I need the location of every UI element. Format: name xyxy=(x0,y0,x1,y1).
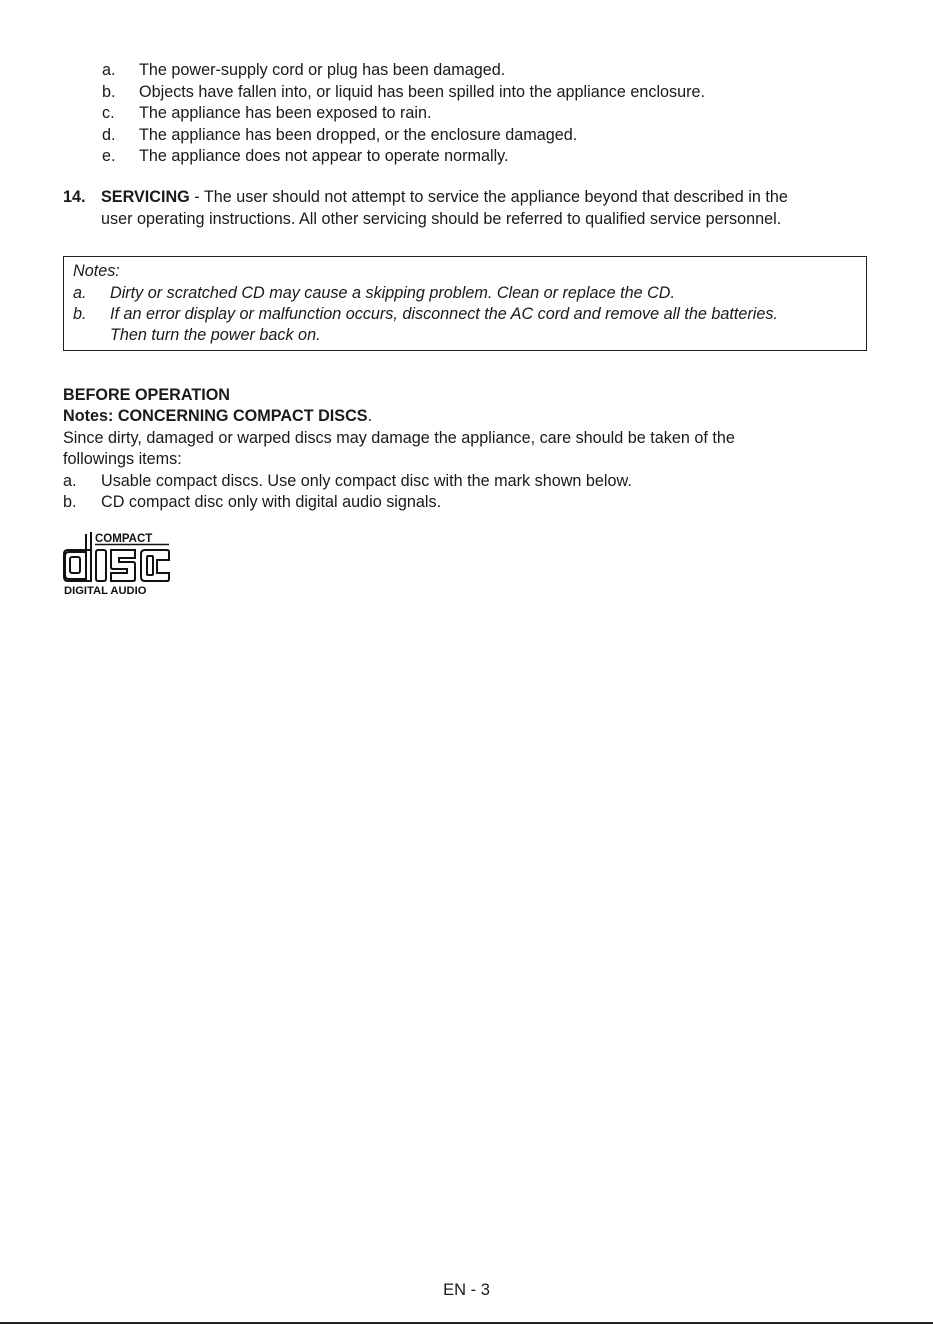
section-number: 14. xyxy=(63,188,86,206)
note-item xyxy=(73,304,778,325)
list-marker: b. xyxy=(102,82,116,101)
list-text: The power-supply cord or plug has been damaged. xyxy=(139,61,506,79)
notes-heading: Notes: xyxy=(73,262,120,280)
section-heading: BEFORE OPERATION xyxy=(63,386,230,404)
bottom-divider xyxy=(0,1322,933,1324)
list-text: CD compact disc only with digital audio signals. xyxy=(101,493,442,512)
logo-top-text: COMPACT xyxy=(95,533,153,545)
subheading-punct: . xyxy=(367,407,373,426)
logo-bottom-text: DIGITAL AUDIO xyxy=(64,585,147,597)
list-text: The appliance does not appear to operate normally. xyxy=(139,147,509,166)
list-marker: a. xyxy=(102,61,116,79)
notes-box xyxy=(63,256,867,351)
list-marker: a. xyxy=(63,471,77,490)
note-marker: b. xyxy=(73,304,87,323)
note-text-continuation: Then turn the power back on. xyxy=(110,326,321,344)
list-item xyxy=(102,103,902,125)
list-item xyxy=(102,60,902,82)
compact-disc-logo-icon xyxy=(63,531,171,597)
list-text: Objects have fallen into, or liquid has been spilled into the appliance enclosure. xyxy=(139,82,706,101)
servicing-section xyxy=(63,187,873,230)
list-marker: d. xyxy=(102,125,116,144)
note-text: Dirty or scratched CD may cause a skipping problem. Clean or replace the CD. xyxy=(110,283,675,302)
list-item xyxy=(63,471,873,492)
note-text: If an error display or malfunction occurs, disconnect the AC cord and remove all the batteries. xyxy=(110,304,778,323)
fault-conditions-list xyxy=(102,60,902,168)
list-marker: c. xyxy=(102,104,115,123)
before-operation-section xyxy=(63,385,873,513)
list-item xyxy=(102,125,902,147)
list-text: The appliance has been dropped, or the enclosure damaged. xyxy=(139,125,578,144)
paragraph-line: followings items: xyxy=(63,450,182,469)
servicing-text-line2: user operating instructions. All other servicing should be referred to qualified service personnel. xyxy=(101,209,782,228)
section-subheading: Notes: CONCERNING COMPACT DISCS xyxy=(63,407,368,426)
page-number: EN - 3 xyxy=(443,1281,490,1299)
list-item xyxy=(63,492,873,513)
note-marker: a. xyxy=(73,283,87,302)
servicing-text-line1: - The user should not attempt to service the appliance beyond that described in the xyxy=(189,188,788,206)
section-title: SERVICING xyxy=(101,188,190,206)
list-text: The appliance has been exposed to rain. xyxy=(139,104,432,123)
paragraph-line: Since dirty, damaged or warped discs may damage the appliance, care should be taken of the xyxy=(63,428,735,447)
list-item xyxy=(102,146,902,168)
list-marker: b. xyxy=(63,493,77,512)
list-text: Usable compact discs. Use only compact disc with the mark shown below. xyxy=(101,471,632,490)
note-item xyxy=(73,283,675,304)
list-item xyxy=(102,82,902,104)
list-marker: e. xyxy=(102,147,116,166)
